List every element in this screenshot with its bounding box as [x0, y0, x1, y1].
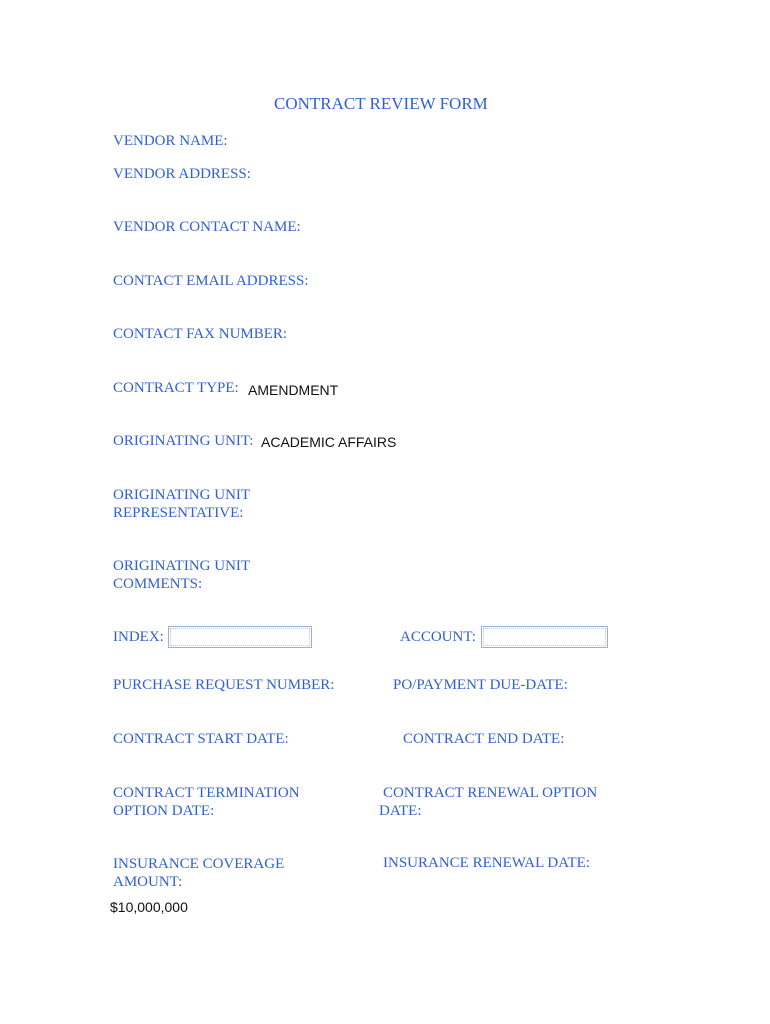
index-field[interactable] [168, 626, 312, 648]
contract-end-label: CONTRACT END DATE: [403, 731, 565, 747]
contract-type-label: CONTRACT TYPE: [113, 380, 239, 396]
insurance-amount-label-line1: INSURANCE COVERAGE [113, 856, 285, 872]
contract-type-value[interactable]: AMENDMENT [248, 382, 339, 398]
renewal-option-label-line2: DATE: [379, 803, 422, 819]
insurance-amount-label [113, 855, 284, 891]
index-label: INDEX: [113, 629, 164, 645]
contact-email-label: CONTACT EMAIL ADDRESS: [113, 273, 309, 289]
insurance-amount-label-line2: AMOUNT: [113, 874, 183, 890]
vendor-contact-name-label: VENDOR CONTACT NAME: [113, 219, 301, 235]
insurance-amount-value[interactable]: $10,000,000 [110, 899, 188, 915]
purchase-request-label: PURCHASE REQUEST NUMBER: [113, 677, 335, 693]
originating-unit-comments-label [113, 557, 250, 593]
account-label: ACCOUNT: [400, 629, 476, 645]
renewal-option-label-line1: CONTRACT RENEWAL OPTION [383, 785, 598, 801]
termination-option-label [113, 784, 300, 820]
originating-unit-comments-label-line1: ORIGINATING UNIT [113, 558, 251, 574]
originating-unit-rep-label-line2: REPRESENTATIVE: [113, 505, 244, 521]
vendor-name-label: VENDOR NAME: [113, 133, 228, 149]
account-field[interactable] [481, 626, 608, 648]
po-payment-due-label: PO/PAYMENT DUE-DATE: [393, 677, 568, 693]
form-title: CONTRACT REVIEW FORM [274, 94, 488, 113]
originating-unit-comments-label-line2: COMMENTS: [113, 576, 203, 592]
renewal-option-label [379, 784, 597, 820]
contact-fax-label: CONTACT FAX NUMBER: [113, 326, 288, 342]
originating-unit-rep-label [113, 486, 250, 522]
originating-unit-label: ORIGINATING UNIT: [113, 433, 254, 449]
originating-unit-rep-label-line1: ORIGINATING UNIT [113, 487, 251, 503]
termination-option-label-line2: OPTION DATE: [113, 803, 215, 819]
vendor-address-label: VENDOR ADDRESS: [113, 166, 251, 182]
termination-option-label-line1: CONTRACT TERMINATION [113, 785, 300, 801]
contract-start-label: CONTRACT START DATE: [113, 731, 289, 747]
insurance-renewal-label: INSURANCE RENEWAL DATE: [383, 855, 590, 871]
originating-unit-value[interactable]: ACADEMIC AFFAIRS [261, 434, 397, 450]
